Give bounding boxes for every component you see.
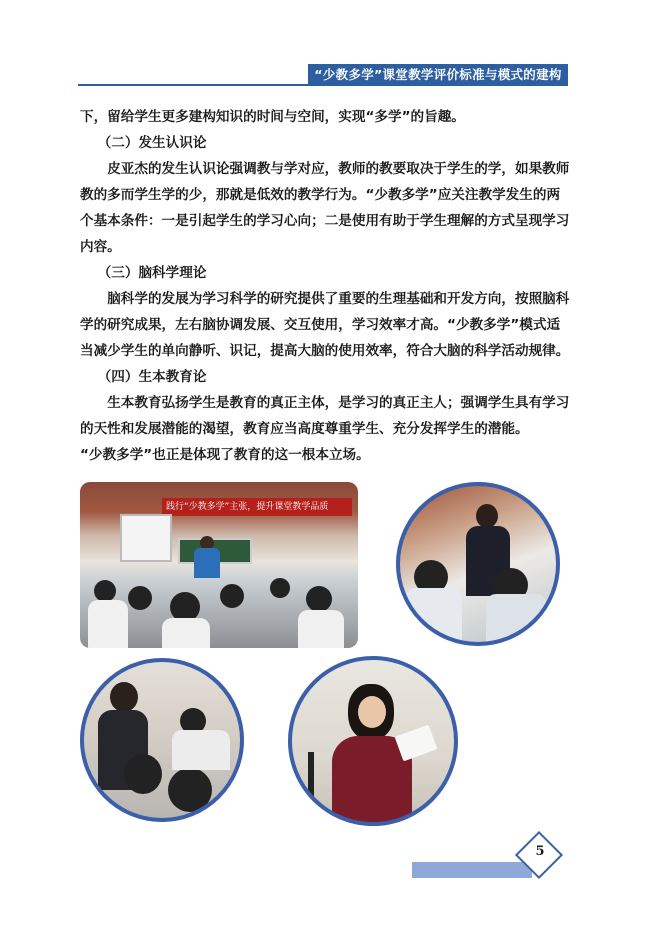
header-rule <box>78 84 568 86</box>
photo-ring <box>288 656 458 826</box>
body-text <box>80 104 570 468</box>
classroom-photo <box>80 482 358 648</box>
section-paragraph-4: 生本教育弘扬学生是教育的真正主体，是学习的真正主人；强调学生具有学习的天性和发展潜能的渴望，教育应当高度尊重学生、充分发挥学生的潜能。 <box>80 395 570 437</box>
teacher-shirt <box>194 548 220 578</box>
classroom-banner <box>162 498 352 516</box>
photo-ring <box>80 658 244 822</box>
footer-bar <box>412 862 532 878</box>
section-paragraph-2: 皮亚杰的发生认识论强调教与学对应，教师的教要取决于学生的学，如果教师教的多而学生学的少，那就是低效的教学行为。“少教多学”应关注教学发生的两个基本条件：一是引起学生的学习心向；二是使用有助于学生理解的方式呈现学习内容。 <box>80 161 570 255</box>
student <box>128 586 152 610</box>
section-heading-4: （四）生本教育论 <box>97 369 207 385</box>
student-uniform <box>298 610 344 648</box>
photo-ring <box>396 482 560 646</box>
classroom-banner-text: 践行“少教多学”主张，提升课堂教学品质 <box>166 502 329 512</box>
projector-screen <box>120 514 172 562</box>
section-paragraph-4-continuation: “少教多学”也正是体现了教育的这一根本立场。 <box>80 447 370 463</box>
section-paragraph-3: 脑科学的发展为学习科学的研究提供了重要的生理基础和开发方向，按照脑科学的研究成果，左右脑协调发展、交互使用，学习效率才高。“少教多学”模式适当减少学生的单向静听、识记，提高大脑的使用效率，符合大脑的科学活动规律。 <box>80 291 570 359</box>
section-heading-2: （二）发生认识论 <box>97 135 207 151</box>
intro-paragraph: 下，留给学生更多建构知识的时间与空间，实现“多学”的旨趣。 <box>80 109 465 125</box>
page-number: 5 <box>535 844 545 859</box>
student-uniform <box>162 618 210 648</box>
student <box>94 580 116 602</box>
student <box>270 578 290 598</box>
running-header: “少教多学”课堂教学评价标准与模式的建构 <box>308 64 568 85</box>
student <box>220 584 244 608</box>
student <box>306 586 332 612</box>
student-uniform <box>88 600 128 648</box>
section-heading-3: （三）脑科学理论 <box>97 265 207 281</box>
